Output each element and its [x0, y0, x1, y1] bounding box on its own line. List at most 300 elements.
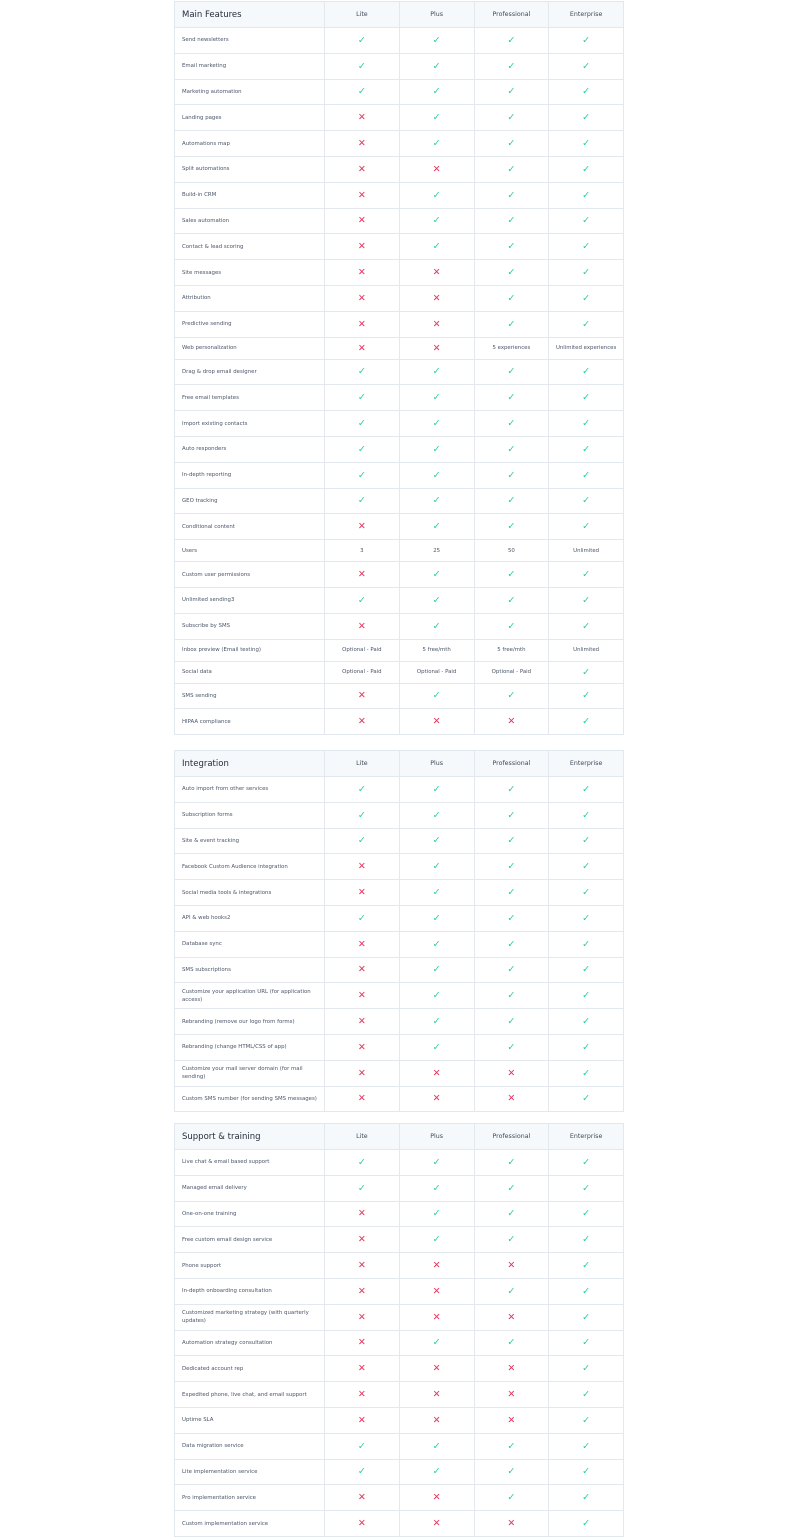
- check-icon: ✓: [432, 938, 441, 950]
- check-icon: ✓: [357, 392, 366, 404]
- feature-name: Uptime SLA: [175, 1407, 325, 1433]
- table-row: [175, 1034, 624, 1060]
- table-row: [175, 28, 624, 54]
- plan-value-professional: [474, 53, 549, 79]
- plan-value-professional: [474, 1034, 549, 1060]
- table-row: [175, 131, 624, 157]
- plan-value-lite: [325, 514, 400, 540]
- plan-value-professional: [474, 1382, 549, 1408]
- check-icon: ✓: [432, 86, 441, 98]
- section-title: Integration: [175, 751, 325, 777]
- plan-value-lite: [325, 1304, 400, 1330]
- check-icon: ✓: [582, 292, 591, 304]
- check-icon: ✓: [582, 138, 591, 150]
- check-icon: ✓: [582, 34, 591, 46]
- plan-header-professional: Professional: [474, 1124, 549, 1150]
- plan-header-plus: Plus: [399, 1124, 474, 1150]
- plan-value-plus: [399, 777, 474, 803]
- plan-value-plus: [399, 639, 474, 661]
- check-icon: ✓: [432, 887, 441, 899]
- feature-name: Auto responders: [175, 436, 325, 462]
- check-icon: ✓: [432, 861, 441, 873]
- cross-icon: ✕: [357, 1260, 366, 1272]
- check-icon: ✓: [507, 1285, 516, 1297]
- table-row: [175, 957, 624, 983]
- plan-header-lite: Lite: [325, 1124, 400, 1150]
- check-icon: ✓: [507, 990, 516, 1002]
- plan-value-lite: [325, 661, 400, 683]
- plan-value-professional: [474, 1009, 549, 1035]
- section-title: Main Features: [175, 2, 325, 28]
- table-row: [175, 880, 624, 906]
- plan-value-plus: [399, 311, 474, 337]
- check-icon: ✓: [507, 292, 516, 304]
- plan-value-plus: [399, 385, 474, 411]
- plan-value-enterprise: [549, 1382, 624, 1408]
- plan-value-professional: [474, 337, 549, 359]
- table-row: [175, 514, 624, 540]
- table-row: [175, 260, 624, 286]
- plan-value-enterprise: [549, 260, 624, 286]
- check-icon: ✓: [432, 215, 441, 227]
- plan-value-enterprise: [549, 53, 624, 79]
- feature-name: Custom user permissions: [175, 562, 325, 588]
- check-icon: ✓: [582, 716, 591, 728]
- check-icon: ✓: [582, 964, 591, 976]
- table-row: [175, 562, 624, 588]
- plan-value-lite: [325, 1086, 400, 1112]
- table-row: [175, 53, 624, 79]
- plan-value-professional: [474, 613, 549, 639]
- check-icon: ✓: [582, 620, 591, 632]
- check-icon: ✓: [432, 366, 441, 378]
- table-row: [175, 285, 624, 311]
- table-row: [175, 1201, 624, 1227]
- cross-icon: ✕: [432, 1363, 441, 1375]
- plan-value-professional: [474, 1485, 549, 1511]
- table-row: [175, 1459, 624, 1485]
- check-icon: ✓: [432, 1440, 441, 1452]
- feature-name: Predictive sending: [175, 311, 325, 337]
- plan-value-professional: [474, 683, 549, 709]
- plan-value-enterprise: [549, 1086, 624, 1112]
- check-icon: ✓: [507, 1466, 516, 1478]
- plan-value-lite: [325, 1060, 400, 1086]
- check-icon: ✓: [507, 60, 516, 72]
- plan-value-text: Unlimited: [573, 547, 600, 554]
- plan-value-lite: [325, 1485, 400, 1511]
- plan-value-plus: [399, 359, 474, 385]
- feature-name: Auto import from other services: [175, 777, 325, 803]
- plan-value-professional: [474, 1086, 549, 1112]
- cross-icon: ✕: [357, 1285, 366, 1297]
- plan-value-professional: [474, 105, 549, 131]
- feature-name: Attribution: [175, 285, 325, 311]
- check-icon: ✓: [357, 443, 366, 455]
- check-icon: ✓: [432, 1208, 441, 1220]
- plan-value-plus: [399, 411, 474, 437]
- feature-name: Drag & drop email designer: [175, 359, 325, 385]
- plan-value-enterprise: [549, 488, 624, 514]
- cross-icon: ✕: [357, 1016, 366, 1028]
- cross-icon: ✕: [357, 138, 366, 150]
- check-icon: ✓: [507, 1337, 516, 1349]
- check-icon: ✓: [582, 938, 591, 950]
- plan-header-lite: Lite: [325, 751, 400, 777]
- feature-name: Database sync: [175, 931, 325, 957]
- plan-value-enterprise: [549, 854, 624, 880]
- feature-name: In-depth onboarding consultation: [175, 1278, 325, 1304]
- check-icon: ✓: [432, 1234, 441, 1246]
- plan-value-lite: [325, 828, 400, 854]
- plan-value-plus: [399, 1086, 474, 1112]
- cross-icon: ✕: [357, 1389, 366, 1401]
- plan-header-plus: Plus: [399, 2, 474, 28]
- check-icon: ✓: [432, 1182, 441, 1194]
- table-row: [175, 1433, 624, 1459]
- check-icon: ✓: [432, 443, 441, 455]
- plan-value-professional: [474, 182, 549, 208]
- plan-value-enterprise: [549, 1330, 624, 1356]
- cross-icon: ✕: [357, 189, 366, 201]
- plan-value-plus: [399, 156, 474, 182]
- cross-icon: ✕: [357, 241, 366, 253]
- plan-value-plus: [399, 1485, 474, 1511]
- plan-value-enterprise: [549, 880, 624, 906]
- feature-name: Split automations: [175, 156, 325, 182]
- check-icon: ✓: [507, 861, 516, 873]
- plan-value-professional: [474, 777, 549, 803]
- plan-value-lite: [325, 1511, 400, 1537]
- plan-value-professional: [474, 311, 549, 337]
- table-row: [175, 1330, 624, 1356]
- plan-value-lite: [325, 1433, 400, 1459]
- plan-value-professional: [474, 1175, 549, 1201]
- table-row: [175, 337, 624, 359]
- table-row: [175, 182, 624, 208]
- table-row: [175, 1304, 624, 1330]
- table-row: [175, 983, 624, 1009]
- check-icon: ✓: [582, 1285, 591, 1297]
- cross-icon: ✕: [432, 318, 441, 330]
- cross-icon: ✕: [507, 1093, 516, 1105]
- check-icon: ✓: [582, 267, 591, 279]
- table-row: [175, 661, 624, 683]
- plan-value-enterprise: [549, 1009, 624, 1035]
- plan-value-plus: [399, 802, 474, 828]
- plan-value-professional: [474, 1330, 549, 1356]
- plan-value-lite: [325, 957, 400, 983]
- feature-name: Contact & lead scoring: [175, 234, 325, 260]
- plan-value-enterprise: [549, 983, 624, 1009]
- plan-value-lite: [325, 462, 400, 488]
- plan-value-professional: [474, 359, 549, 385]
- check-icon: ✓: [582, 887, 591, 899]
- feature-name: Subscription forms: [175, 802, 325, 828]
- check-icon: ✓: [432, 469, 441, 481]
- plan-value-plus: [399, 28, 474, 54]
- check-icon: ✓: [432, 990, 441, 1002]
- plan-value-plus: [399, 105, 474, 131]
- check-icon: ✓: [357, 1440, 366, 1452]
- check-icon: ✓: [357, 912, 366, 924]
- check-icon: ✓: [582, 443, 591, 455]
- check-icon: ✓: [357, 1156, 366, 1168]
- feature-name: SMS subscriptions: [175, 957, 325, 983]
- table-header-row: [175, 751, 624, 777]
- check-icon: ✓: [432, 783, 441, 795]
- plan-value-enterprise: [549, 79, 624, 105]
- check-icon: ✓: [507, 690, 516, 702]
- plan-value-plus: [399, 462, 474, 488]
- plan-value-enterprise: [549, 562, 624, 588]
- cross-icon: ✕: [357, 620, 366, 632]
- plan-value-text: Unlimited experiences: [555, 345, 617, 352]
- plan-value-plus: [399, 1433, 474, 1459]
- plan-value-lite: [325, 436, 400, 462]
- plan-value-lite: [325, 53, 400, 79]
- plan-value-enterprise: [549, 208, 624, 234]
- feature-name: Customized marketing strategy (with quarterly updates): [175, 1304, 325, 1330]
- table-row: [175, 208, 624, 234]
- feature-name: Facebook Custom Audience integration: [175, 854, 325, 880]
- plan-value-enterprise: [549, 156, 624, 182]
- check-icon: ✓: [582, 690, 591, 702]
- feature-name: Subscribe by SMS: [175, 613, 325, 639]
- plan-value-lite: [325, 983, 400, 1009]
- plan-value-lite: [325, 260, 400, 286]
- feature-name: Dedicated account rep: [175, 1356, 325, 1382]
- check-icon: ✓: [582, 1389, 591, 1401]
- cross-icon: ✕: [507, 1067, 516, 1079]
- plan-value-enterprise: [549, 639, 624, 661]
- feature-name: Custom SMS number (for sending SMS messages): [175, 1086, 325, 1112]
- plan-value-lite: [325, 540, 400, 562]
- table-row: [175, 105, 624, 131]
- check-icon: ✓: [507, 366, 516, 378]
- table-row: [175, 1060, 624, 1086]
- plan-value-text: Optional - Paid: [342, 647, 382, 654]
- plan-header-enterprise: Enterprise: [549, 751, 624, 777]
- feature-name: Phone support: [175, 1253, 325, 1279]
- table-row: [175, 828, 624, 854]
- cross-icon: ✕: [507, 1363, 516, 1375]
- check-icon: ✓: [582, 1337, 591, 1349]
- check-icon: ✓: [507, 1234, 516, 1246]
- check-icon: ✓: [432, 60, 441, 72]
- plan-value-plus: [399, 661, 474, 683]
- plan-value-enterprise: [549, 802, 624, 828]
- check-icon: ✓: [582, 569, 591, 581]
- plan-value-lite: [325, 1201, 400, 1227]
- plan-value-lite: [325, 28, 400, 54]
- check-icon: ✓: [582, 861, 591, 873]
- check-icon: ✓: [507, 112, 516, 124]
- plan-value-professional: [474, 462, 549, 488]
- table-row: [175, 1485, 624, 1511]
- plan-value-enterprise: [549, 683, 624, 709]
- plan-value-enterprise: [549, 105, 624, 131]
- plan-value-professional: [474, 488, 549, 514]
- check-icon: ✓: [507, 835, 516, 847]
- check-icon: ✓: [507, 469, 516, 481]
- table-row: [175, 1407, 624, 1433]
- plan-value-professional: [474, 540, 549, 562]
- feature-name: Unlimited sending3: [175, 587, 325, 613]
- cross-icon: ✕: [357, 1311, 366, 1323]
- cross-icon: ✕: [432, 1093, 441, 1105]
- check-icon: ✓: [582, 912, 591, 924]
- check-icon: ✓: [507, 392, 516, 404]
- table-row: [175, 1175, 624, 1201]
- table-row: [175, 777, 624, 803]
- table-header-row: [175, 2, 624, 28]
- check-icon: ✓: [357, 835, 366, 847]
- plan-value-professional: [474, 208, 549, 234]
- plan-value-plus: [399, 613, 474, 639]
- check-icon: ✓: [507, 809, 516, 821]
- plan-value-plus: [399, 1382, 474, 1408]
- check-icon: ✓: [507, 783, 516, 795]
- table-row: [175, 802, 624, 828]
- feature-name: Marketing automation: [175, 79, 325, 105]
- plan-value-lite: [325, 359, 400, 385]
- plan-value-lite: [325, 777, 400, 803]
- plan-value-enterprise: [549, 1175, 624, 1201]
- plan-value-enterprise: [549, 613, 624, 639]
- cross-icon: ✕: [432, 1260, 441, 1272]
- cross-icon: ✕: [357, 1093, 366, 1105]
- feature-name: Rebranding (remove our logo from forms): [175, 1009, 325, 1035]
- plan-header-lite: Lite: [325, 2, 400, 28]
- plan-value-enterprise: [549, 337, 624, 359]
- check-icon: ✓: [507, 163, 516, 175]
- plan-value-lite: [325, 234, 400, 260]
- feature-name: Conditional content: [175, 514, 325, 540]
- plan-value-professional: [474, 260, 549, 286]
- cross-icon: ✕: [432, 163, 441, 175]
- plan-value-lite: [325, 1407, 400, 1433]
- check-icon: ✓: [432, 1041, 441, 1053]
- plan-value-professional: [474, 285, 549, 311]
- cross-icon: ✕: [432, 716, 441, 728]
- cross-icon: ✕: [432, 342, 441, 354]
- plan-value-enterprise: [549, 1485, 624, 1511]
- feature-name: Users: [175, 540, 325, 562]
- plan-value-professional: [474, 79, 549, 105]
- check-icon: ✓: [357, 809, 366, 821]
- feature-name: Managed email delivery: [175, 1175, 325, 1201]
- main-features-table: [174, 1, 624, 735]
- plan-value-professional: [474, 1060, 549, 1086]
- check-icon: ✓: [582, 1492, 591, 1504]
- plan-value-lite: [325, 931, 400, 957]
- plan-value-professional: [474, 709, 549, 735]
- check-icon: ✓: [582, 1234, 591, 1246]
- table-row: [175, 234, 624, 260]
- plan-value-lite: [325, 639, 400, 661]
- feature-name: GEO tracking: [175, 488, 325, 514]
- plan-value-lite: [325, 1330, 400, 1356]
- plan-value-text: Optional - Paid: [342, 669, 382, 676]
- check-icon: ✓: [432, 138, 441, 150]
- feature-name: One-on-one training: [175, 1201, 325, 1227]
- plan-value-lite: [325, 1459, 400, 1485]
- feature-name: Customize your application URL (for application access): [175, 983, 325, 1009]
- check-icon: ✓: [432, 964, 441, 976]
- plan-value-professional: [474, 234, 549, 260]
- plan-value-plus: [399, 1356, 474, 1382]
- plan-value-plus: [399, 587, 474, 613]
- check-icon: ✓: [432, 1337, 441, 1349]
- check-icon: ✓: [432, 34, 441, 46]
- feature-name: Web personalization: [175, 337, 325, 359]
- plan-value-enterprise: [549, 828, 624, 854]
- plan-value-lite: [325, 1356, 400, 1382]
- plan-value-lite: [325, 337, 400, 359]
- plan-value-professional: [474, 854, 549, 880]
- cross-icon: ✕: [357, 569, 366, 581]
- plan-value-professional: [474, 1356, 549, 1382]
- check-icon: ✓: [357, 366, 366, 378]
- plan-value-plus: [399, 683, 474, 709]
- table-row: [175, 488, 624, 514]
- check-icon: ✓: [432, 495, 441, 507]
- table-row: [175, 79, 624, 105]
- check-icon: ✓: [507, 86, 516, 98]
- check-icon: ✓: [582, 835, 591, 847]
- feature-name: Pro implementation service: [175, 1485, 325, 1511]
- plan-value-plus: [399, 540, 474, 562]
- plan-value-lite: [325, 105, 400, 131]
- cross-icon: ✕: [507, 716, 516, 728]
- check-icon: ✓: [582, 215, 591, 227]
- plan-value-plus: [399, 1304, 474, 1330]
- plan-value-plus: [399, 1175, 474, 1201]
- check-icon: ✓: [432, 912, 441, 924]
- plan-value-enterprise: [549, 1304, 624, 1330]
- table-row: [175, 1253, 624, 1279]
- check-icon: ✓: [507, 318, 516, 330]
- check-icon: ✓: [507, 620, 516, 632]
- table-row: [175, 931, 624, 957]
- plan-value-enterprise: [549, 234, 624, 260]
- plan-value-professional: [474, 411, 549, 437]
- plan-value-professional: [474, 436, 549, 462]
- plan-value-professional: [474, 828, 549, 854]
- check-icon: ✓: [582, 163, 591, 175]
- plan-value-text: Optional - Paid: [416, 669, 457, 676]
- plan-value-enterprise: [549, 1201, 624, 1227]
- feature-name: Lite implementation service: [175, 1459, 325, 1485]
- plan-value-lite: [325, 1227, 400, 1253]
- plan-value-professional: [474, 1433, 549, 1459]
- plan-value-lite: [325, 613, 400, 639]
- table-row: [175, 385, 624, 411]
- check-icon: ✓: [507, 443, 516, 455]
- plan-value-lite: [325, 1009, 400, 1035]
- plan-value-plus: [399, 1060, 474, 1086]
- plan-value-enterprise: [549, 1227, 624, 1253]
- plan-value-enterprise: [549, 411, 624, 437]
- plan-value-professional: [474, 1227, 549, 1253]
- plan-value-plus: [399, 1459, 474, 1485]
- feature-name: SMS sending: [175, 683, 325, 709]
- table-row: [175, 359, 624, 385]
- table-row: [175, 1278, 624, 1304]
- feature-name: Expedited phone, live chat, and email support: [175, 1382, 325, 1408]
- plan-value-professional: [474, 562, 549, 588]
